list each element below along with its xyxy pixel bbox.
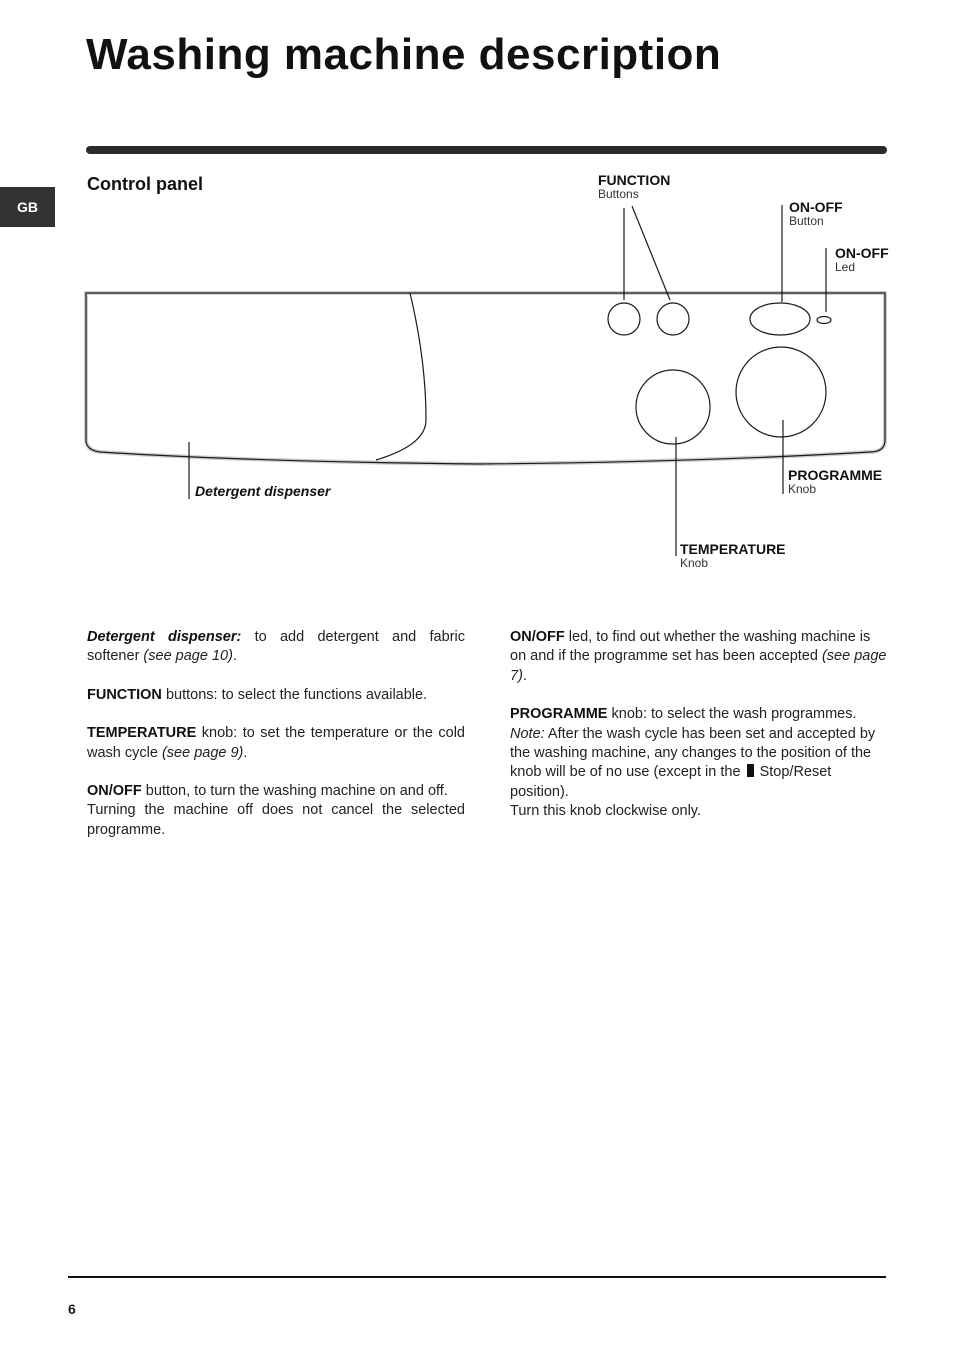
programme-knob (736, 347, 826, 437)
detergent-callout-title: Detergent dispenser (195, 483, 331, 499)
footer-rule (68, 1276, 886, 1278)
programme-callout-title: PROGRAMME (788, 467, 883, 483)
function-button-2 (657, 303, 689, 335)
detergent-callout (195, 483, 330, 501)
onoff-button-callout (789, 199, 843, 229)
page-number: 6 (68, 1301, 76, 1317)
panel-outline (86, 293, 885, 464)
onoff-led-description: ON/OFF led, to find out whether the washing machine is on and if the programme set has been accepted (see page 7). (510, 629, 887, 684)
function-description: FUNCTION buttons: to select the functions available. (87, 686, 428, 703)
function-leader-2 (632, 206, 670, 300)
function-button-1 (608, 303, 640, 335)
description-column-right (510, 628, 888, 841)
page-title: Washing machine description (86, 30, 722, 79)
panel-outline-inner (86, 293, 885, 464)
onoff-button-callout-sub: Button (789, 214, 824, 229)
onoff-led-callout (835, 245, 889, 275)
onoff-button (750, 303, 810, 335)
function-callout-sub: Buttons (598, 187, 639, 202)
onoff-led-callout-sub: Led (835, 260, 856, 275)
onoff-led-callout-title: ON-OFF (835, 245, 889, 261)
detergent-description: Detergent dispenser: to add detergent and fabric softener (see page 10). (87, 629, 465, 665)
onoff-led (817, 317, 831, 324)
programme-description: PROGRAMME knob: to select the wash programmes. Note: After the wash cycle has been set and accepted by the washing machine, any changes to the position of the knob will be of no use (except in the Stop/Reset position). Turn this knob clockwise only. (510, 706, 876, 820)
section-heading: Control panel (87, 174, 203, 194)
programme-callout-sub: Knob (788, 482, 817, 497)
dispenser-seam (376, 293, 426, 460)
onoff-button-description: ON/OFF button, to turn the washing machine on and off. Turning the machine off does not cancel the selected programme. (87, 783, 465, 838)
temperature-callout-title: TEMPERATURE (680, 541, 786, 557)
description-column-left (87, 628, 465, 859)
stop-reset-icon (747, 764, 754, 777)
control-panel-diagram (0, 0, 954, 600)
programme-callout (788, 467, 882, 497)
onoff-button-callout-title: ON-OFF (789, 199, 843, 215)
temperature-knob (636, 370, 710, 444)
temperature-callout-sub: Knob (680, 556, 709, 571)
language-tab: GB (0, 187, 55, 227)
temperature-description: TEMPERATURE knob: to set the temperature or the cold wash cycle (see page 9). (87, 725, 465, 761)
function-callout (598, 172, 670, 202)
temperature-callout (680, 541, 786, 571)
function-callout-title: FUNCTION (598, 172, 671, 188)
